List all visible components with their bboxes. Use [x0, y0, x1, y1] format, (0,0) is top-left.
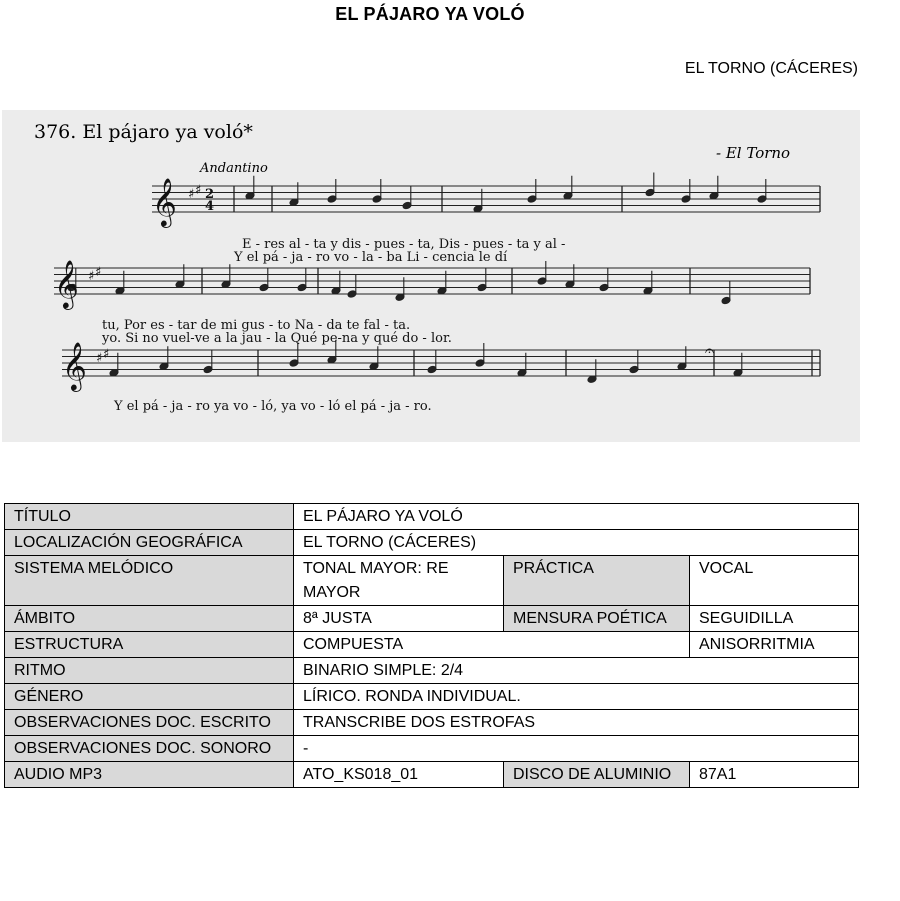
key-signature-icon: ♯ [195, 183, 202, 198]
estructura-value: COMPUESTA [294, 632, 690, 658]
document-title: EL PÁJARO YA VOLÓ [335, 4, 525, 24]
document-location: EL TORNO (CÁCERES) [684, 60, 858, 77]
music-score-image [2, 110, 860, 442]
genero-value: LÍRICO. RONDA INDIVIDUAL. [294, 684, 859, 710]
table-row [5, 632, 859, 658]
lyric-line-1: E - res al - ta y dis - pues - ta, Dis - pues - ta y al - [242, 237, 566, 252]
lyric-line-4: yo. Si no vuel-ve a la jau - la Qué pe-na y qué do - lor. [102, 331, 452, 346]
score-tempo: Andantino [200, 161, 268, 176]
practica-value: VOCAL [690, 556, 859, 606]
treble-clef-icon: 𝄞 [62, 341, 87, 390]
titulo-label: TÍTULO [5, 504, 294, 530]
obs-escrito-value: TRANSCRIBE DOS ESTROFAS [294, 710, 859, 736]
treble-clef-icon: 𝄞 [54, 259, 79, 308]
key-signature-icon: ♯ [188, 187, 195, 202]
treble-clef-icon: 𝄞 [152, 177, 177, 226]
ritmo-value: BINARIO SIMPLE: 2/4 [294, 658, 859, 684]
ritmo-label: RITMO [5, 658, 294, 684]
disco-label: DISCO DE ALUMINIO [504, 762, 690, 788]
table-row [5, 530, 859, 556]
key-signature-icon: ♯ [95, 265, 102, 280]
table-row [5, 658, 859, 684]
localizacion-label: LOCALIZACIÓN GEOGRÁFICA [5, 530, 294, 556]
ambito-value: 8ª JUSTA [294, 606, 504, 632]
disco-value: 87A1 [690, 762, 859, 788]
key-signature-icon: ♯ [96, 351, 103, 366]
table-row [5, 556, 859, 606]
audio-value: ATO_KS018_01 [294, 762, 504, 788]
sistema-value: TONAL MAYOR: RE MAYOR [294, 556, 504, 606]
table-row [5, 606, 859, 632]
obs-sonoro-label: OBSERVACIONES DOC. SONORO [5, 736, 294, 762]
key-signature-icon: ♯ [88, 269, 95, 284]
time-signature-icon: 4 [205, 199, 215, 214]
sistema-label: SISTEMA MELÓDICO [5, 556, 294, 606]
obs-escrito-label: OBSERVACIONES DOC. ESCRITO [5, 710, 294, 736]
audio-label: AUDIO MP3 [5, 762, 294, 788]
practica-label: PRÁCTICA [504, 556, 690, 606]
titulo-value: EL PÁJARO YA VOLÓ [294, 504, 859, 530]
estructura-extra: ANISORRITMIA [690, 632, 859, 658]
table-row [5, 762, 859, 788]
estructura-label: ESTRUCTURA [5, 632, 294, 658]
lyric-line-3: tu, Por es - tar de mi gus - to Na - da te fal - ta. [102, 318, 411, 333]
obs-sonoro-value: - [294, 736, 859, 762]
localizacion-value: EL TORNO (CÁCERES) [294, 530, 859, 556]
lyric-line-5: Y el pá - ja - ro ya vo - ló, ya vo - ló el pá - ja - ro. [114, 399, 432, 414]
table-row [5, 710, 859, 736]
mensura-label: MENSURA POÉTICA [504, 606, 690, 632]
mensura-value: SEGUIDILLA [690, 606, 859, 632]
metadata-table [4, 503, 859, 788]
table-row [5, 684, 859, 710]
score-title: 376. El pájaro ya voló* [34, 121, 253, 143]
score-origin: - El Torno [716, 144, 791, 162]
ambito-label: ÁMBITO [5, 606, 294, 632]
table-row [5, 736, 859, 762]
fermata-icon: 𝄐 [705, 341, 714, 360]
key-signature-icon: ♯ [103, 347, 110, 362]
lyric-line-2: Y el pá - ja - ro vo - la - ba Li - cencia le dí [234, 250, 508, 265]
genero-label: GÉNERO [5, 684, 294, 710]
table-row [5, 504, 859, 530]
time-signature-icon: 2 [205, 187, 215, 202]
